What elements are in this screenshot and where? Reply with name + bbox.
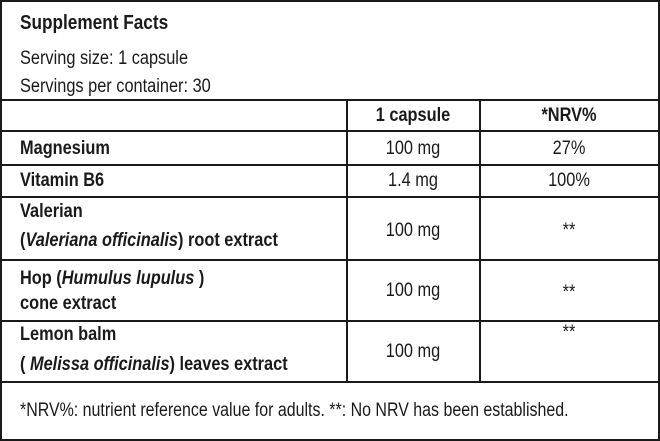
rule-after-servings [2, 99, 658, 101]
row-magnesium-name: Magnesium [20, 138, 110, 159]
footnote: *NRV%: nutrient reference value for adults. **: No NRV has been established. [20, 400, 569, 421]
row-lemon-balm-nrv: ** [562, 322, 576, 343]
row-vitamin-b6-name: Vitamin B6 [20, 170, 105, 191]
row-valerian-amount: 100 mg [385, 220, 441, 241]
row-hop-amount: 100 mg [385, 280, 441, 301]
panel-title: Supplement Facts [20, 12, 169, 34]
rule-after-magnesium [2, 164, 658, 166]
row-lemon-balm-amount: 100 mg [385, 341, 441, 362]
rule-after-valerian [2, 259, 658, 261]
row-hop-name-line1: Hop (Humulus lupulus ) [20, 268, 205, 289]
row-valerian-name-line2: (Valeriana officinalis) root extract [20, 230, 278, 251]
row-hop-name-line2: cone extract [20, 293, 117, 314]
row-vitamin-b6-amount: 1.4 mg [388, 170, 438, 191]
rule-after-vitamin-b6 [2, 196, 658, 198]
row-hop-nrv: ** [562, 282, 576, 303]
rule-after-lemon-balm [2, 381, 658, 383]
row-vitamin-b6-nrv: 100% [548, 170, 590, 191]
rule-after-hop [2, 320, 658, 322]
row-valerian-latin-name: Valeriana officinalis [25, 230, 179, 251]
column-divider-2 [479, 99, 481, 383]
row-lemon-balm-name-line2: ( Melissa officinalis) leaves extract [20, 354, 288, 375]
row-magnesium-amount: 100 mg [385, 138, 441, 159]
column-header-amount: 1 capsule [375, 105, 451, 126]
servings-per-container: Servings per container: 30 [20, 76, 211, 97]
rule-after-header [2, 130, 658, 132]
row-lemon-balm-latin-name: Melissa officinalis [29, 354, 170, 375]
serving-size: Serving size: 1 capsule [20, 48, 189, 69]
column-divider-1 [346, 99, 348, 383]
row-magnesium-nrv: 27% [552, 138, 586, 159]
row-valerian-name-line1: Valerian [20, 201, 83, 222]
row-valerian-nrv: ** [562, 220, 576, 241]
row-lemon-balm-name-line1: Lemon balm [20, 324, 117, 345]
column-header-nrv: *NRV% [541, 105, 597, 126]
row-hop-latin-name: Humulus lupulus [61, 268, 195, 289]
